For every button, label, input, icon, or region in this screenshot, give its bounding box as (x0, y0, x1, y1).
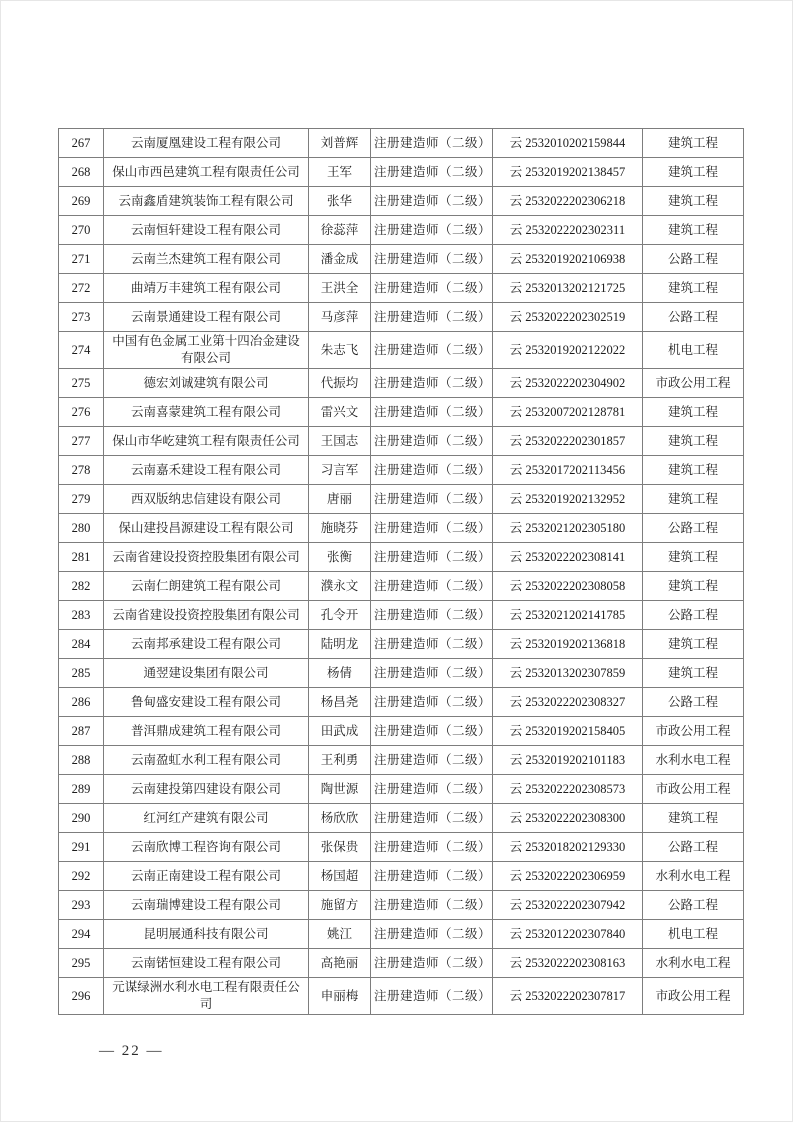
cell-company: 云南瑞博建设工程有限公司 (104, 891, 309, 920)
cell-no: 293 (59, 891, 104, 920)
cell-qualification: 注册建造师（二级） (371, 630, 493, 659)
cell-cert-no: 云 2532022202301857 (493, 427, 643, 456)
cell-person: 高艳丽 (309, 949, 371, 978)
table-row (59, 920, 744, 949)
table-row (59, 332, 744, 369)
cell-category: 建筑工程 (643, 456, 744, 485)
cell-qualification: 注册建造师（二级） (371, 158, 493, 187)
cell-category: 建筑工程 (643, 804, 744, 833)
cell-cert-no: 云 2532022202308058 (493, 572, 643, 601)
cell-cert-no: 云 2532022202302311 (493, 216, 643, 245)
cell-qualification: 注册建造师（二级） (371, 369, 493, 398)
cell-person: 马彦萍 (309, 303, 371, 332)
table-row (59, 427, 744, 456)
cell-category: 建筑工程 (643, 187, 744, 216)
cell-no: 289 (59, 775, 104, 804)
table-row (59, 274, 744, 303)
table-row (59, 949, 744, 978)
cell-cert-no: 云 2532012202307840 (493, 920, 643, 949)
table-row (59, 158, 744, 187)
table-row (59, 456, 744, 485)
cell-person: 张保贵 (309, 833, 371, 862)
cell-person: 王利勇 (309, 746, 371, 775)
cell-person: 唐丽 (309, 485, 371, 514)
cell-qualification: 注册建造师（二级） (371, 187, 493, 216)
cell-cert-no: 云 2532022202307942 (493, 891, 643, 920)
cell-company: 云南盈虹水利工程有限公司 (104, 746, 309, 775)
table-row (59, 129, 744, 158)
cell-category: 公路工程 (643, 833, 744, 862)
table-row (59, 485, 744, 514)
cell-category: 水利水电工程 (643, 746, 744, 775)
cell-cert-no: 云 2532019202138457 (493, 158, 643, 187)
cell-no: 283 (59, 601, 104, 630)
cell-qualification: 注册建造师（二级） (371, 862, 493, 891)
cell-qualification: 注册建造师（二级） (371, 456, 493, 485)
cell-person: 王军 (309, 158, 371, 187)
cell-company: 德宏刘诚建筑有限公司 (104, 369, 309, 398)
cell-category: 建筑工程 (643, 274, 744, 303)
cell-company: 昆明展通科技有限公司 (104, 920, 309, 949)
cell-cert-no: 云 2532022202308300 (493, 804, 643, 833)
cell-company: 云南景通建设工程有限公司 (104, 303, 309, 332)
cell-qualification: 注册建造师（二级） (371, 978, 493, 1015)
cell-no: 290 (59, 804, 104, 833)
cell-no: 275 (59, 369, 104, 398)
cell-company: 云南嘉禾建设工程有限公司 (104, 456, 309, 485)
cell-no: 291 (59, 833, 104, 862)
cell-no: 296 (59, 978, 104, 1015)
table-row (59, 688, 744, 717)
cell-no: 276 (59, 398, 104, 427)
cell-category: 公路工程 (643, 688, 744, 717)
cell-category: 市政公用工程 (643, 775, 744, 804)
cell-category: 公路工程 (643, 601, 744, 630)
cell-company: 保山建投昌源建设工程有限公司 (104, 514, 309, 543)
cell-category: 建筑工程 (643, 630, 744, 659)
cell-cert-no: 云 2532010202159844 (493, 129, 643, 158)
cell-qualification: 注册建造师（二级） (371, 804, 493, 833)
cell-category: 公路工程 (643, 891, 744, 920)
cell-category: 市政公用工程 (643, 717, 744, 746)
cell-cert-no: 云 2532019202106938 (493, 245, 643, 274)
table-row (59, 659, 744, 688)
cell-no: 284 (59, 630, 104, 659)
cell-no: 288 (59, 746, 104, 775)
cell-company: 保山市华屹建筑工程有限责任公司 (104, 427, 309, 456)
cell-person: 朱志飞 (309, 332, 371, 369)
cell-cert-no: 云 2532019202101183 (493, 746, 643, 775)
cell-qualification: 注册建造师（二级） (371, 129, 493, 158)
cell-category: 机电工程 (643, 332, 744, 369)
cell-cert-no: 云 2532013202307859 (493, 659, 643, 688)
cell-category: 市政公用工程 (643, 369, 744, 398)
table-row (59, 216, 744, 245)
cell-cert-no: 云 2532013202121725 (493, 274, 643, 303)
table-row (59, 601, 744, 630)
page-number: — 22 — (99, 1043, 164, 1059)
cell-category: 水利水电工程 (643, 949, 744, 978)
cell-person: 徐蕊萍 (309, 216, 371, 245)
cell-company: 云南建投第四建设有限公司 (104, 775, 309, 804)
cell-cert-no: 云 2532022202308573 (493, 775, 643, 804)
cell-no: 273 (59, 303, 104, 332)
registration-table-wrap (58, 128, 743, 1015)
cell-no: 294 (59, 920, 104, 949)
cell-person: 濮永文 (309, 572, 371, 601)
cell-person: 杨昌尧 (309, 688, 371, 717)
cell-cert-no: 云 2532019202136818 (493, 630, 643, 659)
cell-qualification: 注册建造师（二级） (371, 833, 493, 862)
cell-cert-no: 云 2532018202129330 (493, 833, 643, 862)
cell-cert-no: 云 2532022202308141 (493, 543, 643, 572)
cell-qualification: 注册建造师（二级） (371, 949, 493, 978)
table-row (59, 514, 744, 543)
cell-cert-no: 云 2532017202113456 (493, 456, 643, 485)
cell-company: 中国有色金属工业第十四冶金建设有限公司 (104, 332, 309, 369)
cell-person: 王洪全 (309, 274, 371, 303)
cell-qualification: 注册建造师（二级） (371, 601, 493, 630)
cell-company: 云南喜蒙建筑工程有限公司 (104, 398, 309, 427)
cell-person: 田武成 (309, 717, 371, 746)
cell-company: 红河红产建筑有限公司 (104, 804, 309, 833)
cell-qualification: 注册建造师（二级） (371, 332, 493, 369)
table-row (59, 630, 744, 659)
table-row (59, 775, 744, 804)
cell-person: 陶世源 (309, 775, 371, 804)
cell-category: 建筑工程 (643, 427, 744, 456)
table-row (59, 891, 744, 920)
cell-category: 建筑工程 (643, 485, 744, 514)
table-row (59, 804, 744, 833)
cell-cert-no: 云 2532022202302519 (493, 303, 643, 332)
cell-cert-no: 云 2532021202305180 (493, 514, 643, 543)
cell-category: 建筑工程 (643, 398, 744, 427)
cell-cert-no: 云 2532022202308327 (493, 688, 643, 717)
table-row (59, 398, 744, 427)
cell-no: 286 (59, 688, 104, 717)
cell-category: 建筑工程 (643, 543, 744, 572)
table-row (59, 303, 744, 332)
table-row (59, 245, 744, 274)
table-row (59, 862, 744, 891)
cell-no: 272 (59, 274, 104, 303)
cell-company: 云南欣博工程咨询有限公司 (104, 833, 309, 862)
cell-cert-no: 云 2532007202128781 (493, 398, 643, 427)
cell-person: 张华 (309, 187, 371, 216)
cell-person: 孔令开 (309, 601, 371, 630)
table-row (59, 572, 744, 601)
cell-company: 云南恒轩建设工程有限公司 (104, 216, 309, 245)
cell-qualification: 注册建造师（二级） (371, 485, 493, 514)
cell-person: 雷兴文 (309, 398, 371, 427)
cell-category: 公路工程 (643, 245, 744, 274)
cell-category: 建筑工程 (643, 572, 744, 601)
cell-company: 云南仁朗建筑工程有限公司 (104, 572, 309, 601)
cell-cert-no: 云 2532019202132952 (493, 485, 643, 514)
cell-qualification: 注册建造师（二级） (371, 274, 493, 303)
cell-category: 公路工程 (643, 303, 744, 332)
cell-cert-no: 云 2532019202158405 (493, 717, 643, 746)
registration-table (58, 128, 744, 1015)
cell-qualification: 注册建造师（二级） (371, 572, 493, 601)
cell-cert-no: 云 2532021202141785 (493, 601, 643, 630)
cell-company: 云南省建设投资控股集团有限公司 (104, 543, 309, 572)
cell-no: 268 (59, 158, 104, 187)
cell-person: 陆明龙 (309, 630, 371, 659)
cell-company: 元谋绿洲水利水电工程有限责任公司 (104, 978, 309, 1015)
cell-person: 潘金成 (309, 245, 371, 274)
cell-person: 申丽梅 (309, 978, 371, 1015)
cell-company: 云南兰杰建筑工程有限公司 (104, 245, 309, 274)
cell-no: 269 (59, 187, 104, 216)
cell-cert-no: 云 2532019202122022 (493, 332, 643, 369)
cell-company: 西双版纳忠信建设有限公司 (104, 485, 309, 514)
cell-cert-no: 云 2532022202304902 (493, 369, 643, 398)
cell-person: 姚江 (309, 920, 371, 949)
cell-no: 279 (59, 485, 104, 514)
cell-category: 建筑工程 (643, 216, 744, 245)
cell-person: 施晓芬 (309, 514, 371, 543)
cell-person: 杨欣欣 (309, 804, 371, 833)
cell-person: 张衡 (309, 543, 371, 572)
cell-category: 建筑工程 (643, 129, 744, 158)
cell-company: 云南锘恒建设工程有限公司 (104, 949, 309, 978)
cell-company: 鲁甸盛安建设工程有限公司 (104, 688, 309, 717)
cell-no: 287 (59, 717, 104, 746)
cell-qualification: 注册建造师（二级） (371, 746, 493, 775)
table-row (59, 833, 744, 862)
cell-company: 保山市西邑建筑工程有限责任公司 (104, 158, 309, 187)
cell-no: 278 (59, 456, 104, 485)
cell-qualification: 注册建造师（二级） (371, 245, 493, 274)
cell-cert-no: 云 2532022202306218 (493, 187, 643, 216)
cell-company: 通翌建设集团有限公司 (104, 659, 309, 688)
cell-company: 云南邦承建设工程有限公司 (104, 630, 309, 659)
cell-company: 云南鑫盾建筑装饰工程有限公司 (104, 187, 309, 216)
table-row (59, 543, 744, 572)
cell-cert-no: 云 2532022202308163 (493, 949, 643, 978)
cell-no: 271 (59, 245, 104, 274)
cell-category: 机电工程 (643, 920, 744, 949)
cell-person: 杨国超 (309, 862, 371, 891)
cell-category: 市政公用工程 (643, 978, 744, 1015)
cell-company: 云南省建设投资控股集团有限公司 (104, 601, 309, 630)
registration-table-body (59, 129, 744, 1015)
cell-qualification: 注册建造师（二级） (371, 303, 493, 332)
cell-qualification: 注册建造师（二级） (371, 775, 493, 804)
table-row (59, 717, 744, 746)
cell-no: 285 (59, 659, 104, 688)
cell-person: 王国志 (309, 427, 371, 456)
cell-qualification: 注册建造师（二级） (371, 659, 493, 688)
table-row (59, 746, 744, 775)
cell-qualification: 注册建造师（二级） (371, 920, 493, 949)
cell-no: 274 (59, 332, 104, 369)
cell-person: 刘普辉 (309, 129, 371, 158)
cell-person: 代振均 (309, 369, 371, 398)
cell-qualification: 注册建造师（二级） (371, 427, 493, 456)
cell-no: 267 (59, 129, 104, 158)
cell-qualification: 注册建造师（二级） (371, 688, 493, 717)
cell-qualification: 注册建造师（二级） (371, 514, 493, 543)
table-row (59, 369, 744, 398)
cell-no: 270 (59, 216, 104, 245)
cell-no: 292 (59, 862, 104, 891)
cell-person: 施留方 (309, 891, 371, 920)
cell-person: 杨倩 (309, 659, 371, 688)
cell-no: 277 (59, 427, 104, 456)
cell-category: 建筑工程 (643, 659, 744, 688)
cell-no: 282 (59, 572, 104, 601)
cell-company: 曲靖万丰建筑工程有限公司 (104, 274, 309, 303)
cell-cert-no: 云 2532022202307817 (493, 978, 643, 1015)
cell-company: 云南厦凰建设工程有限公司 (104, 129, 309, 158)
cell-qualification: 注册建造师（二级） (371, 717, 493, 746)
cell-category: 建筑工程 (643, 158, 744, 187)
table-row (59, 187, 744, 216)
cell-person: 习言军 (309, 456, 371, 485)
cell-cert-no: 云 2532022202306959 (493, 862, 643, 891)
cell-category: 公路工程 (643, 514, 744, 543)
cell-qualification: 注册建造师（二级） (371, 891, 493, 920)
cell-qualification: 注册建造师（二级） (371, 543, 493, 572)
cell-category: 水利水电工程 (643, 862, 744, 891)
cell-no: 280 (59, 514, 104, 543)
table-row (59, 978, 744, 1015)
cell-qualification: 注册建造师（二级） (371, 398, 493, 427)
cell-no: 295 (59, 949, 104, 978)
cell-qualification: 注册建造师（二级） (371, 216, 493, 245)
cell-company: 普洱鼎成建筑工程有限公司 (104, 717, 309, 746)
cell-no: 281 (59, 543, 104, 572)
cell-company: 云南正南建设工程有限公司 (104, 862, 309, 891)
